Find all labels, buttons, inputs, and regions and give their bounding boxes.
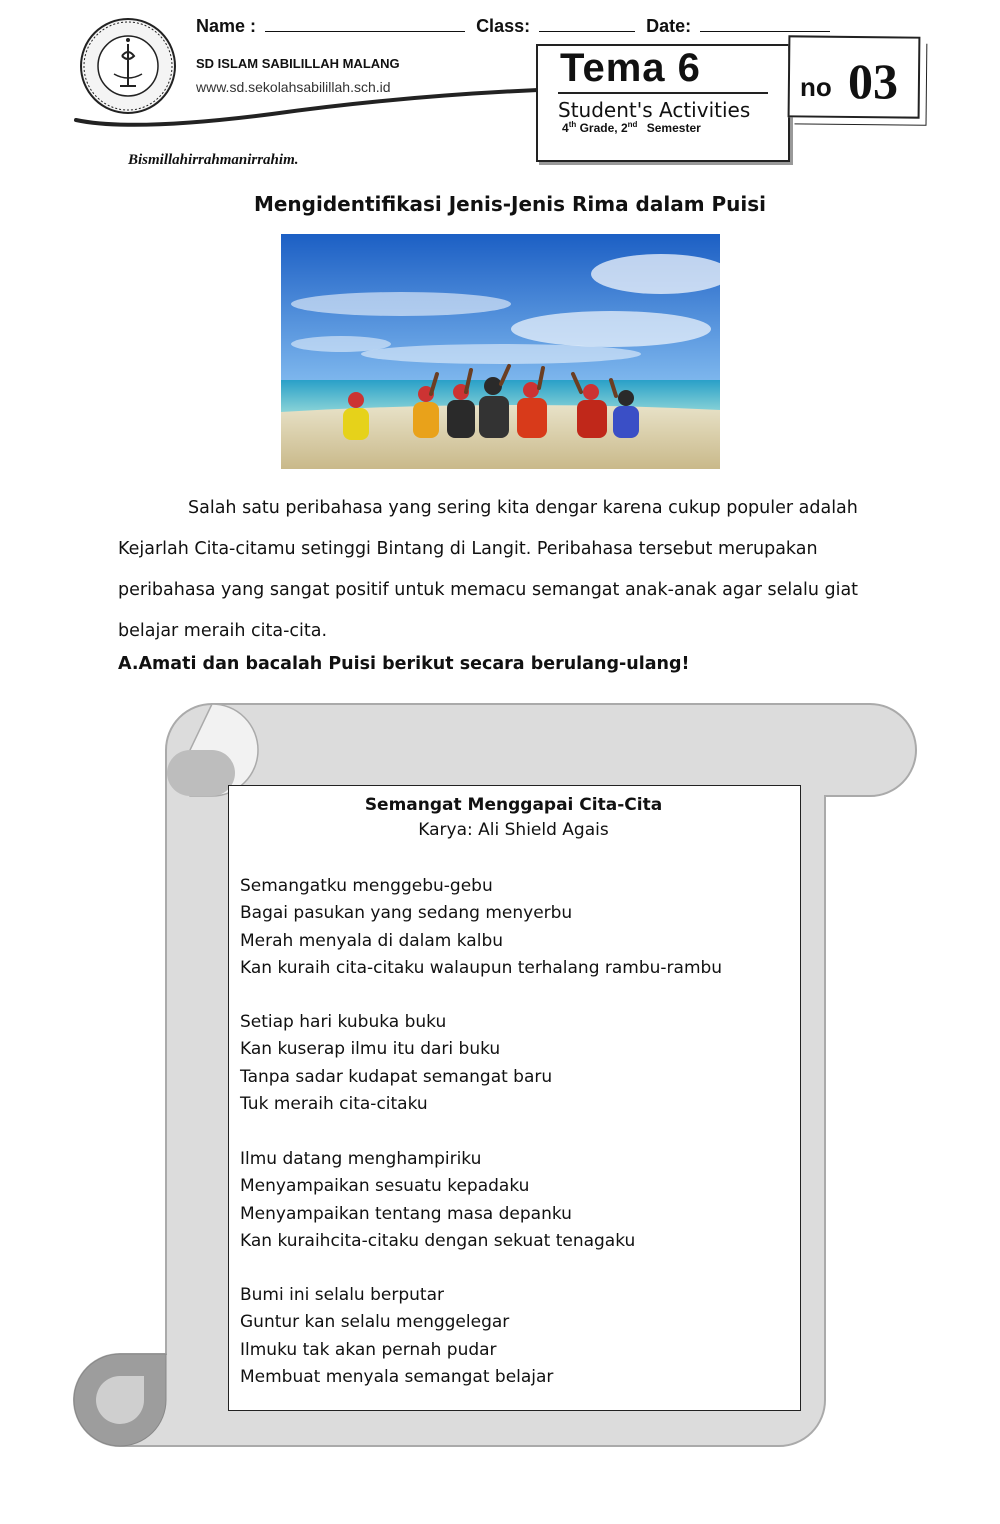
paragraph-line: Salah satu peribahasa yang sering kita dengar karena cukup populer adalah <box>188 498 858 518</box>
poem-title: Semangat Menggapai Cita-Cita <box>364 795 663 815</box>
poem-line: Tanpa sadar kudapat semangat baru <box>240 1066 553 1087</box>
date-field[interactable] <box>700 17 830 32</box>
date-label: Date: <box>646 16 692 36</box>
poem-line: Kan kuraih cita-citaku walaupun terhalang rambu-rambu <box>240 957 723 978</box>
poem-line: Bumi ini selalu berputar <box>240 1285 444 1305</box>
beach-children-photo <box>281 234 720 469</box>
name-label: Name : <box>196 16 257 36</box>
paragraph-line: peribahasa yang sangat positif untuk memacu semangat anak-anak agar selalu giat <box>118 580 859 600</box>
student-info-line <box>196 16 836 37</box>
poem-line: Bagai pasukan yang sedang menyerbu <box>240 903 573 924</box>
paragraph-line: Kejarlah Cita-citamu setinggi Bintang di Langit. Peribahasa tersebut merupakan <box>118 539 818 559</box>
theme-divider <box>558 92 768 94</box>
header-swoosh <box>72 82 542 132</box>
poem-line: Merah menyala di dalam kalbu <box>240 930 504 951</box>
number-label: no <box>800 72 832 102</box>
poem-line: Membuat menyala semangat belajar <box>240 1366 554 1387</box>
theme-title: Tema 6 <box>560 46 701 90</box>
poem-stanza-4 <box>240 1282 553 1391</box>
bismillah-text: Bismillahirrahmanirrahim. <box>128 152 299 168</box>
page-title: Mengidentifikasi Jenis-Jenis Rima dalam Puisi <box>253 192 767 216</box>
poem-line: Ilmuku tak akan pernah pudar <box>240 1339 497 1360</box>
paragraph-line: belajar meraih cita-cita. <box>118 621 328 641</box>
poem-stanza-3 <box>240 1146 635 1255</box>
poem-author: Karya: Ali Shield Agais <box>418 820 609 840</box>
class-label: Class: <box>476 16 531 36</box>
poem-line: Kan kuraihcita-citaku dengan sekuat tenagaku <box>240 1230 636 1251</box>
worksheet-number: 03 <box>848 53 898 109</box>
grade-semester: 4th Grade, 2nd Semester <box>562 120 701 135</box>
poem-stanza-1 <box>240 873 722 982</box>
class-field[interactable] <box>539 17 635 32</box>
name-field[interactable] <box>265 17 465 32</box>
poem-line: Semangatku menggebu-gebu <box>240 876 493 896</box>
poem-line: Menyampaikan sesuatu kepadaku <box>240 1176 530 1197</box>
poem-line: Menyampaikan tentang masa depanku <box>240 1203 572 1224</box>
activities-subtitle: Student's Activities <box>558 98 751 122</box>
poem-line: Kan kuserap ilmu itu dari buku <box>240 1039 501 1060</box>
school-website: www.sd.sekolahsabilillah.sch.id <box>196 79 391 95</box>
poem-line: Guntur kan selalu menggelegar <box>240 1312 510 1333</box>
poem-line: Ilmu datang menghampiriku <box>240 1149 482 1169</box>
intro-paragraph <box>118 488 878 652</box>
poem-line: Setiap hari kubuka buku <box>240 1012 447 1032</box>
school-name: SD ISLAM SABILILLAH MALANG <box>196 56 400 71</box>
poem-stanza-2 <box>240 1009 552 1118</box>
poem-line: Tuk meraih cita-citaku <box>240 1093 428 1114</box>
instruction-a: A.Amati dan bacalah Puisi berikut secara berulang-ulang! <box>118 654 690 674</box>
